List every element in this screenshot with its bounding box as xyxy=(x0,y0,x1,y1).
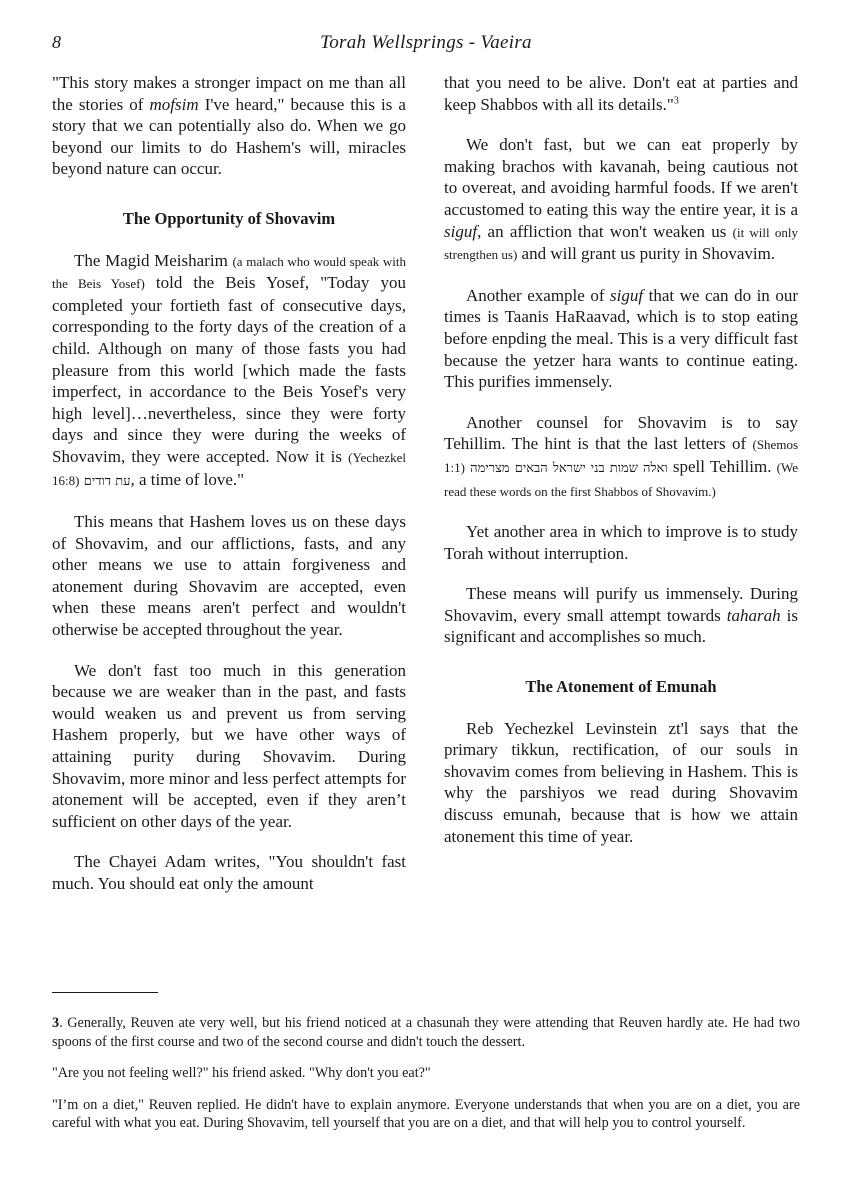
footnote-paragraph: "Are you not feeling well?" his friend asked. "Why don't you eat?" xyxy=(52,1065,431,1081)
page-number: 8 xyxy=(52,32,61,52)
paragraph: Reb Yechezkel Levinstein zt'l says that the primary tikkun, rectification, of our souls in shovavim comes from believing in Hashem. This is why the parshiyos we read during Shovavim discuss emunah, because that is how we attain atonement this time of year. xyxy=(444,718,798,846)
section-heading: The Opportunity of Shovavim xyxy=(122,208,336,228)
paragraph: Yet another area in which to improve is to study Torah without interruption. xyxy=(444,522,798,563)
footnote-paragraph: "I’m on a diet," Reuven replied. He didn't have to explain anymore. Everyone understands that when you are on a diet, you are careful with what you eat. During Shovavim, tell yourself that you are on a diet, and that will help you to control yourself. xyxy=(52,1096,800,1131)
running-title: Torah Wellsprings - Vaeira xyxy=(320,32,532,53)
paragraph: We don't fast too much in this generation because we are weaker than in the past, and fasts would weaken us and prevent us from serving Hashem properly, but we have other ways of attaining purity during Shovavim. During Shovavim, more minor and less perfect attempts for atonement will be accepted, even if they aren’t sufficient on other days of the year. xyxy=(52,660,406,831)
footnotes xyxy=(52,1014,800,1146)
paragraph: "This story makes a stronger impact on me than all the stories of mofsim I've heard," because this is a story that we can potentially also do. When we go beyond our limits to do Hashem's will, miracles beyond nature can occur. xyxy=(52,73,406,179)
paragraph: Another counsel for Shovavim is to say Tehillim. The hint is that the last letters of (Shemos 1:1) ואלה שמות בני ישראל הבאים מצרימה spell Tehillim. (We read these words on the first Shabbos of Shovavim.) xyxy=(444,412,798,499)
left-column xyxy=(52,72,406,914)
paragraph: The Chayei Adam writes, "You shouldn't fast much. You should eat only the amount xyxy=(52,852,406,893)
section-heading: The Atonement of Emunah xyxy=(525,677,717,697)
footnote: 3. Generally, Reuven ate very well, but his friend noticed at a chasunah they were attending that Reuven hardly ate. He had two spoons of the first course and two of the second course and didn't touch the dessert. xyxy=(52,1015,800,1050)
right-column xyxy=(444,72,798,866)
page-header xyxy=(52,30,800,56)
paragraph: We don't fast, but we can eat properly by making brachos with kavanah, being cautious not to overeat, and avoiding harmful foods. If we aren't accustomed to eating this way the entire year, it is a siguf, an affliction that won't weaken us (it will only strengthen us) and will grant us purity in Shovavim. xyxy=(444,135,798,264)
paragraph: that you need to be alive. Don't eat at parties and keep Shabbos with all its details."$^3$ xyxy=(444,73,798,114)
paragraph: These means will purify us immensely. During Shovavim, every small attempt towards taharah is significant and accomplishes so much. xyxy=(444,584,799,647)
footnote-divider xyxy=(52,992,158,993)
paragraph: The Magid Meisharim (a malach who would speak with the Beis Yosef) told the Beis Yosef, "Today you completed your fortieth fast of consecutive days, corresponding to the forty days of the creation of a child. Although on many of those fasts you had pleasure from this world [which made the fasts imperfect, in accordance to the Beis Yosef's very high level]…nevertheless, since they were forty days and since they were during the weeks of Shovavim, they were accepted. Now it is (Yechezkel 16:8) עת דודים, a time of love." xyxy=(52,250,406,489)
footnote-number: 3 xyxy=(52,1015,60,1031)
footnote-ref[interactable]: 3 xyxy=(673,94,679,106)
paragraph: Another example of siguf that we can do in our times is Taanis HaRaavad, which is to stop eating before enpding the meal. This is a very difficult fast because the yetzer hara wants to continue eating. This purifies immensely. xyxy=(444,285,798,392)
paragraph: This means that Hashem loves us on these days of Shovavim, and our afflictions, fasts, and any other means we use to attain forgiveness and atonement during Shovavim are accepted, even when these means aren't perfect and wouldn't otherwise be accepted throughout the year. xyxy=(52,512,406,640)
